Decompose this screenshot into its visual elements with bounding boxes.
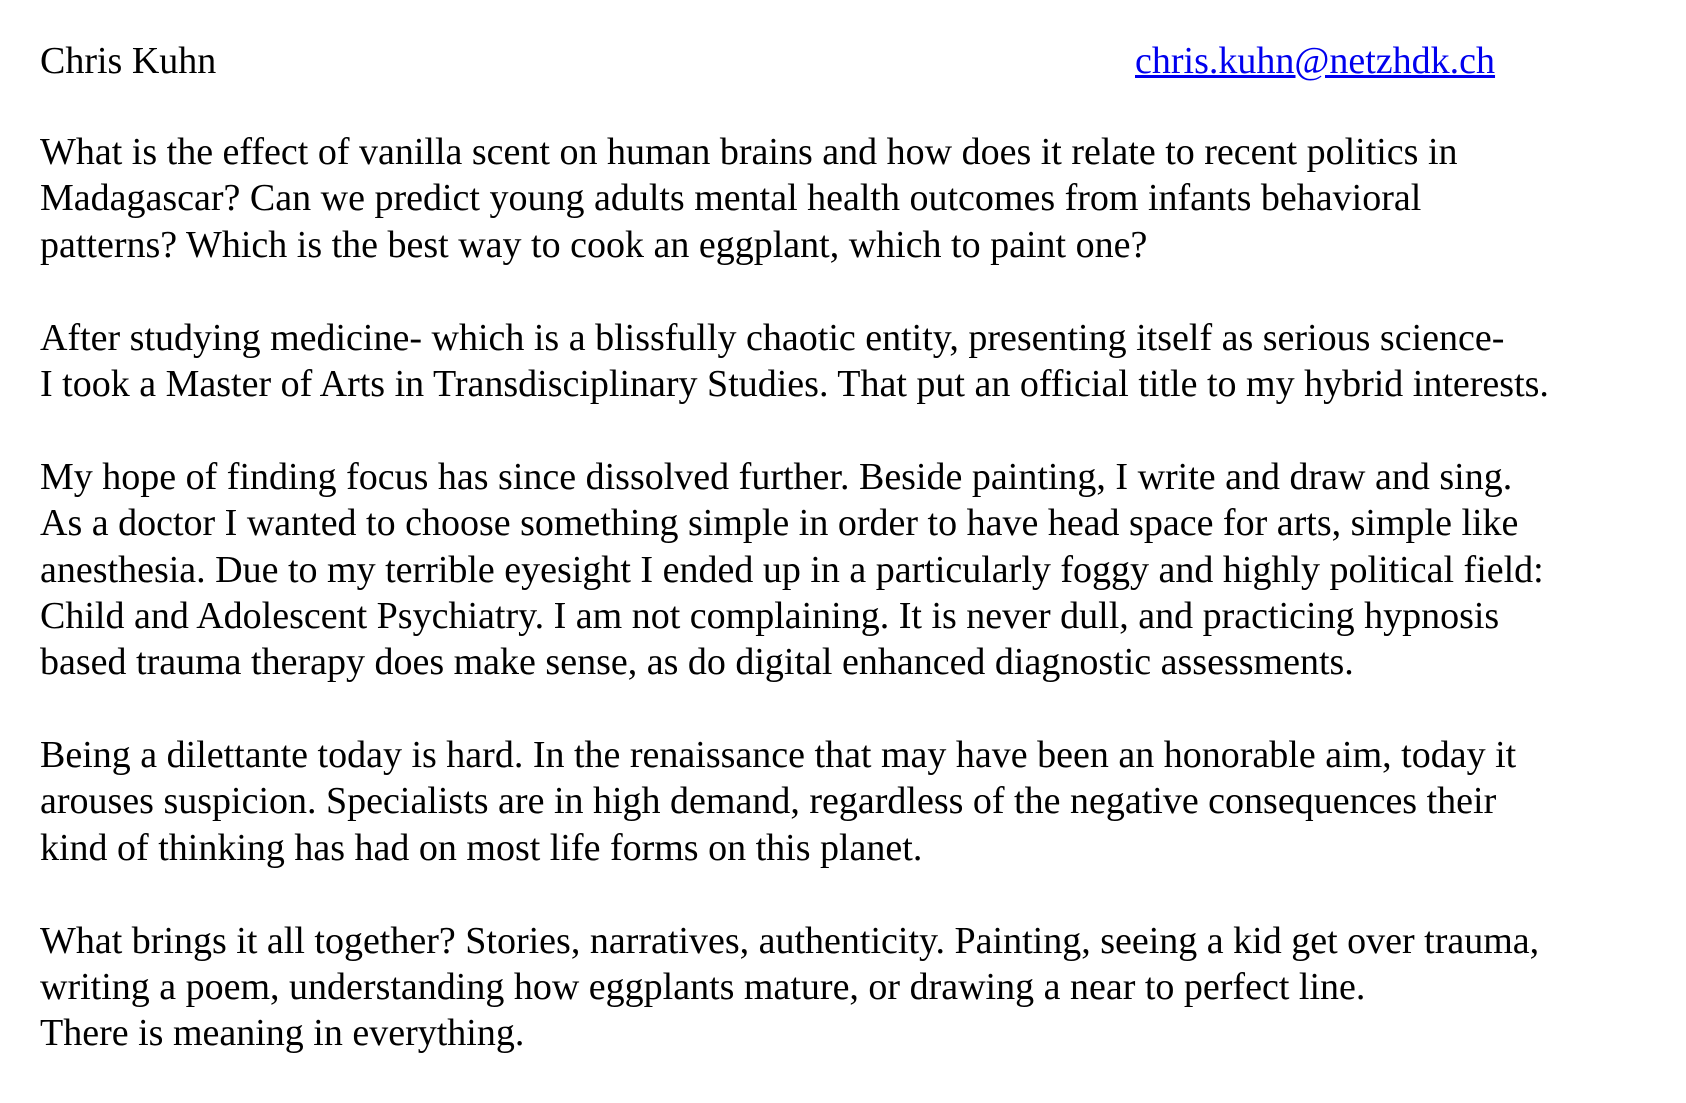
paragraph-conclusion xyxy=(40,918,1549,1057)
paragraph-line: anesthesia. Due to my terrible eyesight I ended up in a particularly foggy and highly political field: xyxy=(40,548,1544,591)
paragraph-line: What brings it all together? Stories, narratives, authenticity. Painting, seeing a kid get over trauma, xyxy=(40,919,1540,962)
header xyxy=(40,0,1660,115)
paragraph-line: kind of thinking has had on most life forms on this planet. xyxy=(40,826,923,869)
paragraph-career xyxy=(40,454,1549,686)
paragraph-line: arouses suspicion. Specialists are in high demand, regardless of the negative consequences their xyxy=(40,780,1497,823)
paragraph-line: I took a Master of Arts in Transdisciplinary Studies. That put an official title to my hybrid interests. xyxy=(40,362,1549,405)
paragraph-line: Being a dilettante today is hard. In the renaissance that may have been an honorable aim, today it xyxy=(40,734,1517,777)
paragraph-line: based trauma therapy does make sense, as do digital enhanced diagnostic assessments. xyxy=(40,641,1354,684)
page xyxy=(40,0,1660,1055)
paragraph-line: There is meaning in everything. xyxy=(40,1012,525,1055)
author-name: Chris Kuhn xyxy=(40,40,217,82)
paragraph-questions xyxy=(40,129,1549,268)
paragraph-line: Madagascar? Can we predict young adults mental health outcomes from infants behavioral xyxy=(40,177,1422,220)
paragraph-line: After studying medicine- which is a blissfully chaotic entity, presenting itself as serious science- xyxy=(40,316,1505,359)
paragraph-line: Child and Adolescent Psychiatry. I am not complaining. It is never dull, and practicing hypnosis xyxy=(40,594,1500,637)
paragraph-line: writing a poem, understanding how eggplants mature, or drawing a near to perfect line. xyxy=(40,966,1366,1009)
paragraph-dilettante xyxy=(40,732,1549,871)
paragraph-line: patterns? Which is the best way to cook an eggplant, which to paint one? xyxy=(40,223,1148,266)
paragraph-line: As a doctor I wanted to choose something simple in order to have head space for arts, simple like xyxy=(40,502,1519,545)
paragraph-education xyxy=(40,315,1549,408)
bio-text xyxy=(40,129,1549,1103)
paragraph-line: What is the effect of vanilla scent on human brains and how does it relate to recent politics in xyxy=(40,131,1458,173)
paragraph-line: My hope of finding focus has since dissolved further. Beside painting, I write and draw and sing. xyxy=(40,455,1513,498)
email-link[interactable]: chris.kuhn@netzhdk.ch xyxy=(1135,40,1496,82)
